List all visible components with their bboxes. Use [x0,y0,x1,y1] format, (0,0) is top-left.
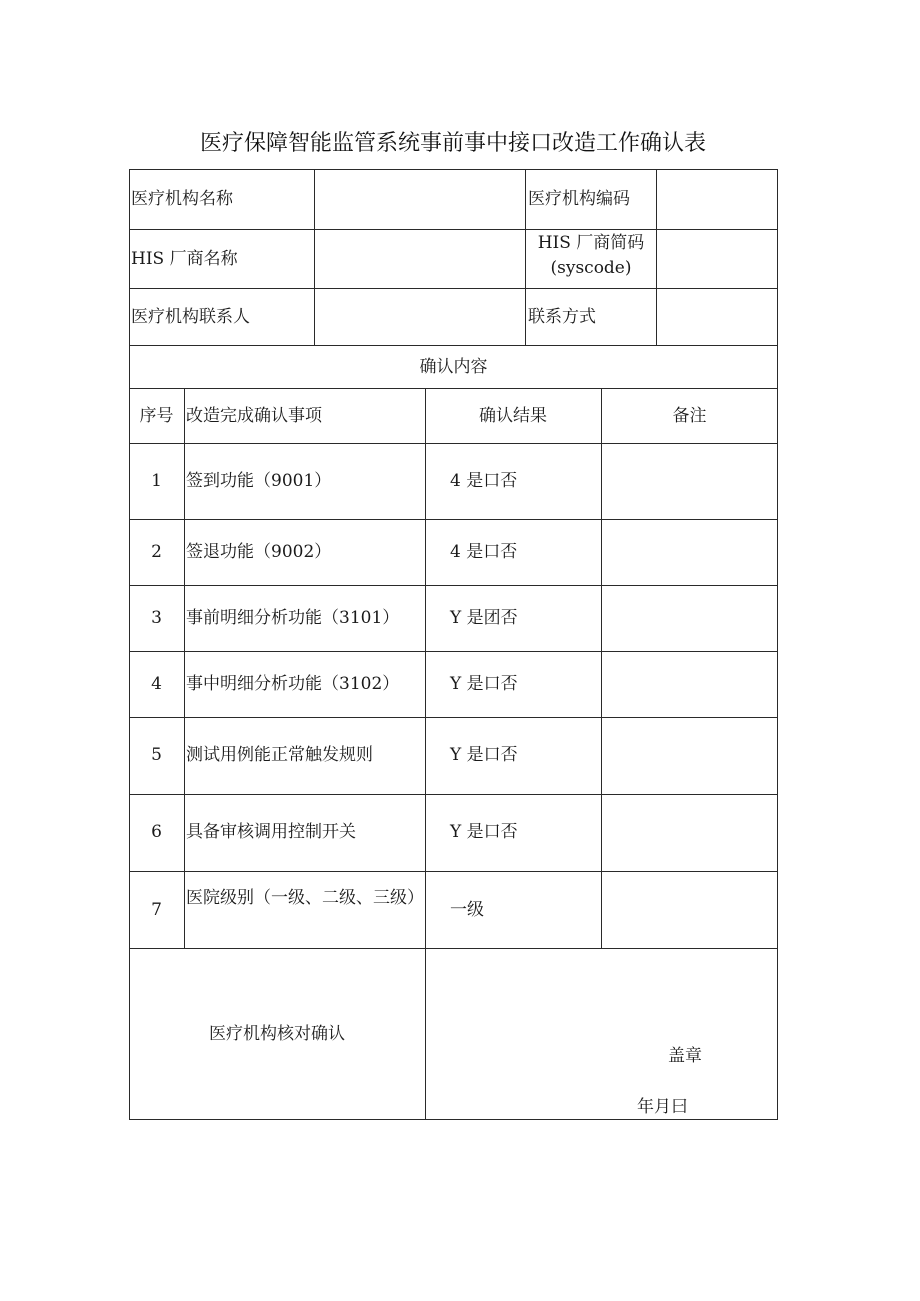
row-divider [129,717,778,718]
seal-label: 盖章 [668,1046,702,1066]
row-item: 具备审核调用控制开关 [186,822,356,842]
row-remark[interactable] [606,470,772,492]
col-divider [656,169,657,345]
row-seq: 1 [151,471,162,491]
row-remark[interactable] [606,744,772,766]
row-remark[interactable] [606,673,772,695]
row-divider [129,443,778,444]
row-remark[interactable] [606,899,772,921]
row-remark[interactable] [606,541,772,563]
row-result[interactable]: 4 是口否 [450,471,518,491]
row-item: 签到功能（9001） [186,471,332,491]
row-divider [129,388,778,389]
col-header-seq: 序号 [139,406,174,426]
col-header-item: 改造完成确认事项 [186,406,322,426]
row-item: 测试用例能正常触发规则 [186,745,373,765]
section-header: 确认内容 [419,357,488,377]
form-title: 医疗保障智能监管系统事前事中接口改造工作确认表 [199,131,706,156]
row-seq: 7 [151,900,162,920]
row-divider [129,948,778,949]
row-result[interactable]: Y 是团否 [450,608,518,628]
contact-value[interactable] [320,306,520,328]
contact-label: 医疗机构联系人 [131,307,250,327]
row-item: 签退功能（9002） [186,542,332,562]
org-name-label: 医疗机构名称 [131,189,233,209]
vendor-code-value[interactable] [660,248,772,270]
org-code-label: 医疗机构编码 [528,189,630,209]
row-result[interactable]: Y 是口否 [450,822,518,842]
row-divider [129,288,778,289]
date-label: 年月曰 [637,1097,688,1117]
vendor-name-label: HIS 厂商名称 [131,249,238,269]
row-seq: 4 [151,674,162,694]
row-divider [129,345,778,346]
row-divider [129,651,778,652]
col-header-result: 确认结果 [479,406,547,426]
vendor-name-value[interactable] [320,248,520,270]
row-divider [129,794,778,795]
row-remark[interactable] [606,821,772,843]
vendor-code-label-sub: (syscode) [550,258,632,278]
col-divider [314,169,315,345]
col-divider [184,388,185,948]
phone-value[interactable] [660,306,772,328]
col-divider [425,388,426,1120]
row-remark[interactable] [606,607,772,629]
row-seq: 3 [151,608,162,628]
org-name-value[interactable] [320,188,520,210]
vendor-code-label: HIS 厂商简码 [537,233,645,253]
col-header-remark: 备注 [672,406,707,426]
row-result[interactable]: 4 是口否 [450,542,518,562]
row-seq: 6 [151,822,162,842]
row-divider [129,229,778,230]
verify-label: 医疗机构核对确认 [209,1024,345,1044]
phone-label: 联系方式 [528,307,596,327]
org-code-value[interactable] [660,188,772,210]
row-result[interactable]: Y 是口否 [450,745,518,765]
row-divider [129,519,778,520]
row-item: 医院级别（一级、二级、三级） [186,888,424,908]
row-result[interactable]: 一级 [450,900,484,920]
col-divider [601,388,602,948]
row-seq: 2 [151,542,162,562]
row-item: 事前明细分析功能（3101） [186,608,400,628]
row-divider [129,585,778,586]
row-seq: 5 [151,745,162,765]
row-divider [129,871,778,872]
row-item: 事中明细分析功能（3102） [186,674,400,694]
row-result[interactable]: Y 是口否 [450,674,518,694]
